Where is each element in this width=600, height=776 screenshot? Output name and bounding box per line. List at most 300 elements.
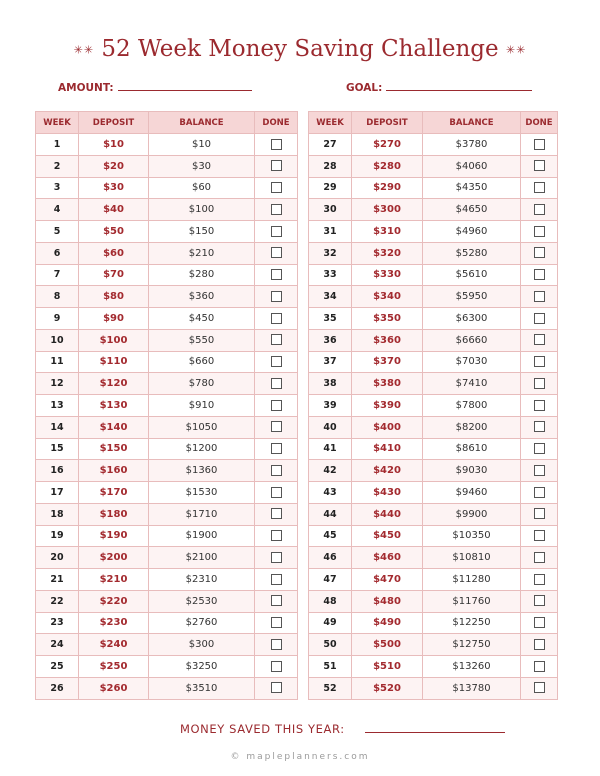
balance-cell: $6300	[423, 308, 521, 330]
ornament-right-icon: ✳✳	[505, 43, 527, 57]
table-row	[36, 656, 298, 678]
table-row	[309, 286, 558, 308]
week-cell: 40	[309, 416, 352, 438]
table-row	[309, 308, 558, 330]
amount-label: AMOUNT:	[58, 82, 114, 94]
week-cell: 1	[36, 134, 79, 156]
done-checkbox[interactable]	[534, 139, 545, 150]
table-row	[36, 677, 298, 699]
table-row	[36, 264, 298, 286]
balance-cell: $12250	[423, 612, 521, 634]
weeks-table-left	[35, 111, 298, 700]
done-checkbox[interactable]	[271, 465, 282, 476]
table-row	[309, 590, 558, 612]
done-cell	[521, 199, 558, 221]
done-cell	[521, 612, 558, 634]
week-cell: 37	[309, 351, 352, 373]
done-checkbox[interactable]	[271, 552, 282, 563]
week-cell: 49	[309, 612, 352, 634]
done-checkbox[interactable]	[534, 682, 545, 693]
deposit-cell: $300	[352, 199, 423, 221]
table-row	[36, 199, 298, 221]
done-checkbox[interactable]	[271, 661, 282, 672]
header-done: DONE	[521, 112, 558, 134]
done-cell	[255, 525, 298, 547]
done-cell	[255, 242, 298, 264]
balance-cell: $7800	[423, 395, 521, 417]
header-week: WEEK	[309, 112, 352, 134]
table-row	[36, 395, 298, 417]
deposit-cell: $210	[79, 569, 149, 591]
week-cell: 30	[309, 199, 352, 221]
balance-cell: $1900	[149, 525, 255, 547]
week-cell: 7	[36, 264, 79, 286]
done-cell	[255, 482, 298, 504]
done-checkbox[interactable]	[534, 269, 545, 280]
week-cell: 17	[36, 482, 79, 504]
balance-cell: $2530	[149, 590, 255, 612]
table-row	[36, 329, 298, 351]
done-checkbox[interactable]	[534, 639, 545, 650]
deposit-cell: $510	[352, 656, 423, 678]
week-cell: 29	[309, 177, 352, 199]
deposit-cell: $340	[352, 286, 423, 308]
ornament-left-icon: ✳✳	[73, 43, 95, 57]
table-header-row	[309, 112, 558, 134]
week-cell: 33	[309, 264, 352, 286]
done-checkbox[interactable]	[271, 682, 282, 693]
week-cell: 9	[36, 308, 79, 330]
balance-cell: $2310	[149, 569, 255, 591]
week-cell: 28	[309, 155, 352, 177]
deposit-cell: $290	[352, 177, 423, 199]
week-cell: 6	[36, 242, 79, 264]
done-checkbox[interactable]	[534, 313, 545, 324]
done-cell	[255, 569, 298, 591]
deposit-cell: $30	[79, 177, 149, 199]
deposit-cell: $230	[79, 612, 149, 634]
week-cell: 12	[36, 373, 79, 395]
done-cell	[521, 395, 558, 417]
done-cell	[255, 308, 298, 330]
done-checkbox[interactable]	[271, 356, 282, 367]
balance-cell: $660	[149, 351, 255, 373]
done-cell	[521, 634, 558, 656]
week-cell: 2	[36, 155, 79, 177]
week-cell: 23	[36, 612, 79, 634]
deposit-cell: $60	[79, 242, 149, 264]
done-cell	[521, 460, 558, 482]
deposit-cell: $420	[352, 460, 423, 482]
goal-label: GOAL:	[346, 82, 383, 94]
done-checkbox[interactable]	[534, 378, 545, 389]
deposit-cell: $350	[352, 308, 423, 330]
done-checkbox[interactable]	[534, 247, 545, 258]
done-cell	[255, 329, 298, 351]
done-cell	[255, 177, 298, 199]
done-checkbox[interactable]	[534, 595, 545, 606]
week-cell: 18	[36, 503, 79, 525]
done-cell	[255, 677, 298, 699]
week-cell: 34	[309, 286, 352, 308]
deposit-cell: $310	[352, 221, 423, 243]
balance-cell: $1530	[149, 482, 255, 504]
balance-cell: $280	[149, 264, 255, 286]
done-checkbox[interactable]	[271, 508, 282, 519]
done-checkbox[interactable]	[271, 443, 282, 454]
done-checkbox[interactable]	[534, 487, 545, 498]
balance-cell: $7030	[423, 351, 521, 373]
deposit-cell: $520	[352, 677, 423, 699]
done-cell	[255, 416, 298, 438]
balance-cell: $7410	[423, 373, 521, 395]
balance-cell: $1360	[149, 460, 255, 482]
done-cell	[255, 590, 298, 612]
week-cell: 14	[36, 416, 79, 438]
week-cell: 42	[309, 460, 352, 482]
done-cell	[255, 221, 298, 243]
table-row	[309, 134, 558, 156]
balance-cell: $1200	[149, 438, 255, 460]
table-row	[309, 482, 558, 504]
done-checkbox[interactable]	[271, 400, 282, 411]
done-checkbox[interactable]	[534, 574, 545, 585]
done-cell	[255, 656, 298, 678]
week-cell: 44	[309, 503, 352, 525]
balance-cell: $3250	[149, 656, 255, 678]
table-row	[36, 134, 298, 156]
done-checkbox[interactable]	[534, 508, 545, 519]
done-cell	[521, 590, 558, 612]
balance-cell: $12750	[423, 634, 521, 656]
done-checkbox[interactable]	[534, 204, 545, 215]
week-cell: 21	[36, 569, 79, 591]
done-checkbox[interactable]	[271, 574, 282, 585]
deposit-cell: $120	[79, 373, 149, 395]
week-cell: 10	[36, 329, 79, 351]
balance-cell: $450	[149, 308, 255, 330]
week-cell: 38	[309, 373, 352, 395]
deposit-cell: $170	[79, 482, 149, 504]
done-cell	[255, 286, 298, 308]
table-row	[36, 634, 298, 656]
deposit-cell: $450	[352, 525, 423, 547]
table-row	[36, 286, 298, 308]
deposit-cell: $240	[79, 634, 149, 656]
done-checkbox[interactable]	[271, 269, 282, 280]
done-cell	[521, 569, 558, 591]
balance-cell: $780	[149, 373, 255, 395]
table-row	[309, 547, 558, 569]
table-row	[36, 460, 298, 482]
amount-line[interactable]	[118, 81, 252, 91]
title-text: 52 Week Money Saving Challenge	[101, 36, 499, 62]
table-row	[309, 612, 558, 634]
week-cell: 11	[36, 351, 79, 373]
table-row	[309, 242, 558, 264]
balance-cell: $5280	[423, 242, 521, 264]
balance-cell: $2100	[149, 547, 255, 569]
table-row	[309, 155, 558, 177]
done-checkbox[interactable]	[534, 552, 545, 563]
done-checkbox[interactable]	[271, 182, 282, 193]
balance-cell: $910	[149, 395, 255, 417]
done-checkbox[interactable]	[534, 160, 545, 171]
balance-cell: $550	[149, 329, 255, 351]
week-cell: 52	[309, 677, 352, 699]
balance-cell: $4350	[423, 177, 521, 199]
money-saved-line[interactable]	[365, 722, 505, 733]
table-row	[309, 373, 558, 395]
done-checkbox[interactable]	[271, 139, 282, 150]
goal-field[interactable]	[346, 81, 532, 94]
done-checkbox[interactable]	[271, 226, 282, 237]
deposit-cell: $160	[79, 460, 149, 482]
done-checkbox[interactable]	[271, 334, 282, 345]
deposit-cell: $390	[352, 395, 423, 417]
table-row	[36, 569, 298, 591]
done-cell	[255, 199, 298, 221]
table-row	[36, 308, 298, 330]
done-cell	[255, 634, 298, 656]
deposit-cell: $180	[79, 503, 149, 525]
done-cell	[521, 351, 558, 373]
weeks-table-right	[308, 111, 558, 700]
done-cell	[255, 351, 298, 373]
balance-cell: $5950	[423, 286, 521, 308]
done-checkbox[interactable]	[271, 204, 282, 215]
done-cell	[521, 177, 558, 199]
balance-cell: $150	[149, 221, 255, 243]
deposit-cell: $280	[352, 155, 423, 177]
table-row	[36, 438, 298, 460]
table-row	[309, 221, 558, 243]
week-cell: 4	[36, 199, 79, 221]
balance-cell: $10810	[423, 547, 521, 569]
balance-cell: $5610	[423, 264, 521, 286]
table-row	[309, 677, 558, 699]
done-checkbox[interactable]	[534, 661, 545, 672]
header-balance: BALANCE	[423, 112, 521, 134]
balance-cell: $13780	[423, 677, 521, 699]
table-row	[309, 199, 558, 221]
done-cell	[521, 155, 558, 177]
table-row	[309, 264, 558, 286]
goal-line[interactable]	[386, 81, 532, 91]
balance-cell: $4060	[423, 155, 521, 177]
week-cell: 20	[36, 547, 79, 569]
done-cell	[255, 155, 298, 177]
done-cell	[521, 656, 558, 678]
balance-cell: $9460	[423, 482, 521, 504]
deposit-cell: $150	[79, 438, 149, 460]
money-saved-label: MONEY SAVED THIS YEAR:	[180, 722, 345, 736]
done-checkbox[interactable]	[534, 465, 545, 476]
done-cell	[255, 612, 298, 634]
deposit-cell: $370	[352, 351, 423, 373]
done-cell	[255, 460, 298, 482]
deposit-cell: $410	[352, 438, 423, 460]
done-cell	[255, 134, 298, 156]
week-cell: 51	[309, 656, 352, 678]
done-checkbox[interactable]	[534, 530, 545, 541]
done-checkbox[interactable]	[534, 421, 545, 432]
done-checkbox[interactable]	[534, 226, 545, 237]
deposit-cell: $360	[352, 329, 423, 351]
table-row	[309, 569, 558, 591]
done-checkbox[interactable]	[534, 356, 545, 367]
done-cell	[521, 286, 558, 308]
week-cell: 41	[309, 438, 352, 460]
done-cell	[521, 677, 558, 699]
deposit-cell: $490	[352, 612, 423, 634]
balance-cell: $11760	[423, 590, 521, 612]
week-cell: 45	[309, 525, 352, 547]
done-cell	[521, 264, 558, 286]
header-done: DONE	[255, 112, 298, 134]
balance-cell: $210	[149, 242, 255, 264]
week-cell: 32	[309, 242, 352, 264]
deposit-cell: $400	[352, 416, 423, 438]
done-checkbox[interactable]	[534, 443, 545, 454]
deposit-cell: $100	[79, 329, 149, 351]
balance-cell: $300	[149, 634, 255, 656]
week-cell: 19	[36, 525, 79, 547]
deposit-cell: $270	[352, 134, 423, 156]
deposit-cell: $90	[79, 308, 149, 330]
done-checkbox[interactable]	[271, 595, 282, 606]
page-title	[0, 36, 600, 62]
week-cell: 31	[309, 221, 352, 243]
done-cell	[255, 264, 298, 286]
table-row	[309, 395, 558, 417]
done-cell	[521, 438, 558, 460]
table-row	[36, 590, 298, 612]
table-row	[36, 351, 298, 373]
done-cell	[521, 503, 558, 525]
done-checkbox[interactable]	[271, 247, 282, 258]
balance-cell: $8610	[423, 438, 521, 460]
deposit-cell: $260	[79, 677, 149, 699]
done-checkbox[interactable]	[271, 639, 282, 650]
deposit-cell: $200	[79, 547, 149, 569]
table-row	[309, 438, 558, 460]
done-cell	[255, 547, 298, 569]
done-cell	[521, 329, 558, 351]
table-row	[309, 503, 558, 525]
done-checkbox[interactable]	[534, 291, 545, 302]
done-checkbox[interactable]	[271, 291, 282, 302]
table-header-row	[36, 112, 298, 134]
deposit-cell: $50	[79, 221, 149, 243]
deposit-cell: $440	[352, 503, 423, 525]
done-checkbox[interactable]	[271, 378, 282, 389]
money-saved-field[interactable]	[180, 722, 505, 736]
table-row	[36, 221, 298, 243]
balance-cell: $3510	[149, 677, 255, 699]
balance-cell: $8200	[423, 416, 521, 438]
week-cell: 48	[309, 590, 352, 612]
done-cell	[255, 438, 298, 460]
balance-cell: $9900	[423, 503, 521, 525]
footer-credit: © mapleplanners.com	[230, 752, 370, 762]
table-row	[309, 525, 558, 547]
done-checkbox[interactable]	[271, 487, 282, 498]
done-checkbox[interactable]	[534, 334, 545, 345]
table-row	[309, 329, 558, 351]
balance-cell: $1050	[149, 416, 255, 438]
done-cell	[521, 373, 558, 395]
table-row	[36, 177, 298, 199]
table-row	[36, 525, 298, 547]
deposit-cell: $10	[79, 134, 149, 156]
done-checkbox[interactable]	[271, 530, 282, 541]
done-checkbox[interactable]	[271, 160, 282, 171]
deposit-cell: $320	[352, 242, 423, 264]
done-checkbox[interactable]	[534, 182, 545, 193]
balance-cell: $6660	[423, 329, 521, 351]
deposit-cell: $110	[79, 351, 149, 373]
deposit-cell: $80	[79, 286, 149, 308]
done-checkbox[interactable]	[271, 617, 282, 628]
deposit-cell: $40	[79, 199, 149, 221]
balance-cell: $9030	[423, 460, 521, 482]
done-cell	[521, 482, 558, 504]
week-cell: 8	[36, 286, 79, 308]
amount-field[interactable]	[58, 81, 252, 94]
balance-cell: $10	[149, 134, 255, 156]
done-cell	[521, 242, 558, 264]
done-cell	[521, 134, 558, 156]
done-checkbox[interactable]	[271, 313, 282, 324]
deposit-cell: $190	[79, 525, 149, 547]
table-row	[36, 242, 298, 264]
table-row	[36, 547, 298, 569]
week-cell: 26	[36, 677, 79, 699]
deposit-cell: $500	[352, 634, 423, 656]
week-cell: 50	[309, 634, 352, 656]
balance-cell: $4960	[423, 221, 521, 243]
balance-cell: $10350	[423, 525, 521, 547]
week-cell: 5	[36, 221, 79, 243]
balance-cell: $13260	[423, 656, 521, 678]
deposit-cell: $460	[352, 547, 423, 569]
header-deposit: DEPOSIT	[79, 112, 149, 134]
week-cell: 39	[309, 395, 352, 417]
deposit-cell: $130	[79, 395, 149, 417]
done-cell	[521, 525, 558, 547]
done-cell	[521, 308, 558, 330]
week-cell: 3	[36, 177, 79, 199]
balance-cell: $30	[149, 155, 255, 177]
deposit-cell: $250	[79, 656, 149, 678]
table-row	[309, 177, 558, 199]
table-row	[309, 656, 558, 678]
header-week: WEEK	[36, 112, 79, 134]
table-row	[309, 460, 558, 482]
balance-cell: $60	[149, 177, 255, 199]
done-checkbox[interactable]	[271, 421, 282, 432]
table-row	[36, 373, 298, 395]
done-checkbox[interactable]	[534, 400, 545, 411]
balance-cell: $1710	[149, 503, 255, 525]
deposit-cell: $380	[352, 373, 423, 395]
week-cell: 24	[36, 634, 79, 656]
deposit-cell: $20	[79, 155, 149, 177]
done-checkbox[interactable]	[534, 617, 545, 628]
deposit-cell: $140	[79, 416, 149, 438]
week-cell: 27	[309, 134, 352, 156]
